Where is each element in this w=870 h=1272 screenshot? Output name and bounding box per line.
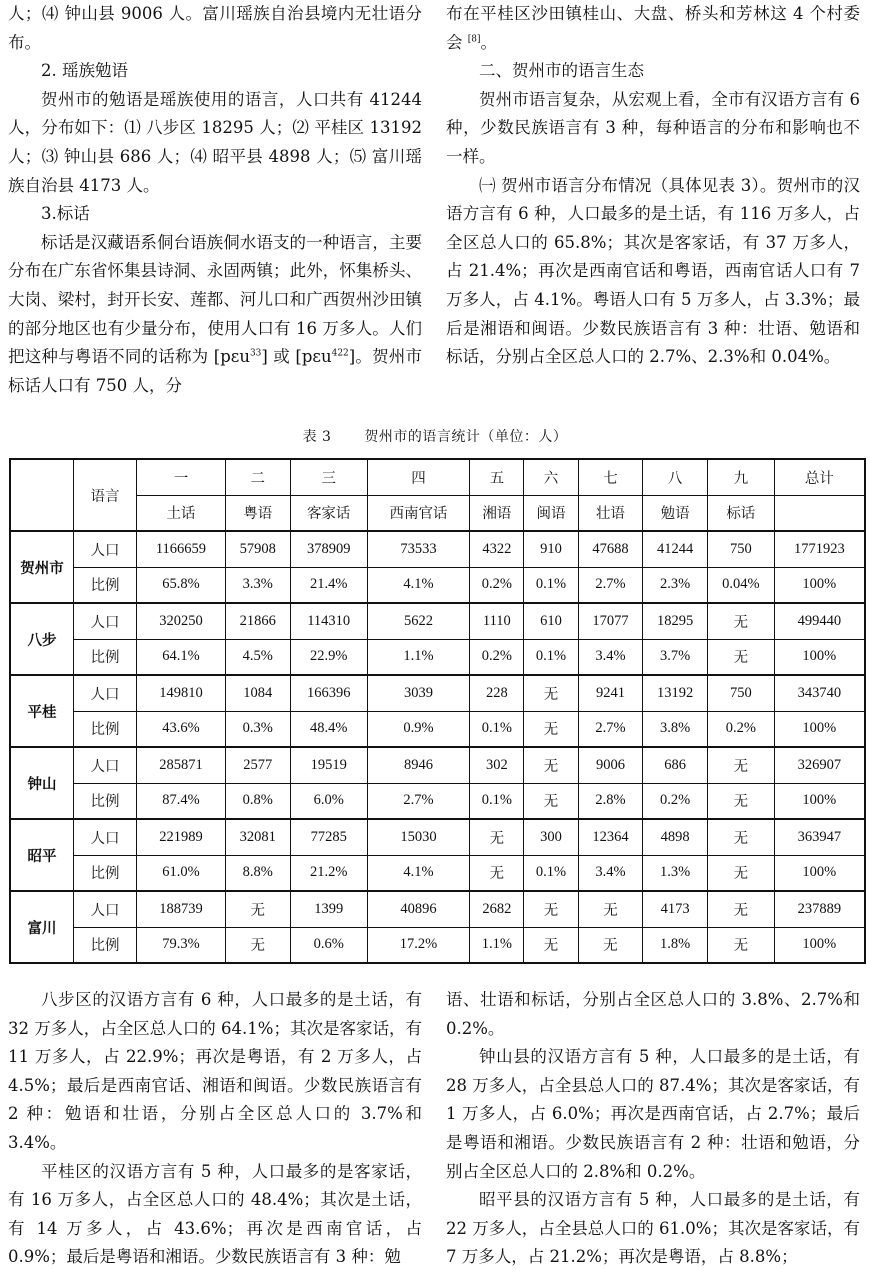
language-name-header: 壮语 [578, 495, 643, 531]
population-cell: 363947 [774, 819, 865, 855]
percentage-cell: 87.4% [137, 783, 226, 819]
percentage-cell: 0.2% [470, 567, 524, 603]
population-cell: 73533 [367, 531, 469, 567]
population-cell: 13192 [643, 675, 708, 711]
percentage-cell: 6.0% [290, 783, 367, 819]
table-caption-title: 贺州市的语言统计（单位：人） [364, 429, 568, 445]
row-label-cell: 比例 [74, 711, 137, 747]
paragraph: 标话是汉藏语系侗台语族侗水语支的一种语言，主要分布在广东省怀集县诗洞、永固两镇；此外，怀集桥头、大岗、梁村，封开长安、莲都、河儿口和广西贺州沙田镇的部分地区也有少量分布，使用人口有 16 万多人。人们把这种与粤语不同的话称为 [pɛu$^{33}$] 或 [pɛu$^{422}$]。贺州市标话人口有 750 人，分 [8, 232, 422, 395]
population-cell: 无 [524, 675, 578, 711]
section-heading: 2. 瑶族勉语 [41, 61, 128, 81]
population-cell: 4173 [643, 891, 708, 927]
percentage-cell: 21.4% [290, 567, 367, 603]
percentage-cell: 无 [225, 927, 290, 963]
paragraph: 贺州市的勉语是瑶族使用的语言，人口共有 41244 人，分布如下：⑴ 八步区 18295 人；⑵ 平桂区 13192 人；⑶ 钟山县 686 人；⑷ 昭平县 4898 人；⑸ 富川瑶族自治县 4173 人。 [8, 89, 422, 195]
column-number-header: 二 [225, 459, 290, 495]
region-name-cell: 八步 [10, 603, 74, 675]
paragraph: 八步区的汉语方言有 6 种，人口最多的是土话，有 32 万多人，占全区总人口的 64.1%；其次是客家话，有 11 万多人，占 22.9%；再次是粤语，有 2 万多人，占 4.5%；最后是西南官话、湘语和闽语。少数民族语言有 2 种：勉语和壮语，分别占全区总人口的 3.7%和 3.4%。 [8, 990, 422, 1152]
section-heading: 二、贺州市的语言生态 [479, 61, 644, 81]
language-name-header: 客家话 [290, 495, 367, 531]
table-row [10, 639, 865, 675]
population-cell: 686 [643, 747, 708, 783]
paragraph: 昭平县的汉语方言有 5 种，人口最多的是土话，有 22 万多人，占全县总人口的 61.0%；其次是客家话，有 7 万多人，占 21.2%；再次是粤语，占 8.8%； [446, 1190, 860, 1267]
percentage-cell: 8.8% [225, 855, 290, 891]
column-number-header: 总计 [774, 459, 865, 495]
language-name-header: 勉语 [643, 495, 708, 531]
paragraph: 钟山县的汉语方言有 5 种，人口最多的是土话，有 28 万多人，占全县总人口的 87.4%；其次是客家话，有 1 万多人，占 6.0%；再次是西南官话，占 2.7%；最后是粤语和湘语。少数民族语言有 2 种：壮语和勉语，分别占全区总人口的 2.8%和 0.2%。 [446, 1047, 860, 1181]
percentage-cell: 1.1% [470, 927, 524, 963]
language-name-header: 标话 [707, 495, 774, 531]
population-cell: 41244 [643, 531, 708, 567]
percentage-cell: 4.1% [367, 855, 469, 891]
percentage-cell: 2.7% [578, 567, 643, 603]
table-row [10, 819, 865, 855]
column-number-header: 四 [367, 459, 469, 495]
column-number-header: 三 [290, 459, 367, 495]
row-label-cell: 人口 [74, 603, 137, 639]
percentage-cell: 0.04% [707, 567, 774, 603]
table-row [10, 855, 865, 891]
language-name-header: 闽语 [524, 495, 578, 531]
population-cell: 19519 [290, 747, 367, 783]
population-cell: 750 [707, 531, 774, 567]
row-label-cell: 人口 [74, 819, 137, 855]
top-left-column [8, 0, 422, 400]
population-cell: 无 [707, 819, 774, 855]
population-cell: 12364 [578, 819, 643, 855]
language-name-header: 土话 [137, 495, 226, 531]
percentage-cell: 无 [524, 711, 578, 747]
percentage-cell: 0.8% [225, 783, 290, 819]
column-number-header: 九 [707, 459, 774, 495]
percentage-cell: 2.3% [643, 567, 708, 603]
percentage-cell: 0.9% [367, 711, 469, 747]
paragraph: 人；⑷ 钟山县 9006 人。富川瑶族自治县境内无壮语分布。 [8, 4, 422, 52]
population-cell: 499440 [774, 603, 865, 639]
paragraph: 平桂区的汉语方言有 5 种，人口最多的是客家话，有 16 万多人，占全区总人口的 48.4%；其次是土话，有 14 万多人，占 43.6%；再次是西南官话，占 0.9%；最后是粤语和湘语。少数民族语言有 3 种：勉 [8, 1161, 422, 1267]
percentage-cell: 无 [707, 927, 774, 963]
column-number-header: 一 [137, 459, 226, 495]
percentage-cell: 61.0% [137, 855, 226, 891]
percentage-cell: 22.9% [290, 639, 367, 675]
population-cell: 320250 [137, 603, 226, 639]
percentage-cell: 100% [774, 927, 865, 963]
population-cell: 9006 [578, 747, 643, 783]
percentage-cell: 100% [774, 567, 865, 603]
percentage-cell: 2.8% [578, 783, 643, 819]
population-cell: 9241 [578, 675, 643, 711]
population-cell: 910 [524, 531, 578, 567]
percentage-cell: 3.4% [578, 639, 643, 675]
paragraph: ㈠ 贺州市语言分布情况（具体见表 3）。贺州市的汉语方言有 6 种，人口最多的是土话，有 116 万多人，占全区总人口的 65.8%；其次是客家话，有 37 万多人，占 21.4%；再次是西南官话和粤语，西南官话人口有 7 万多人，占 4.1%。粤语人口有 5 万多人，占 3.3%；最后是湘语和闽语。少数民族语言有 3 种：壮语、勉语和标话，分别占全区总人口的 2.7%、2.3%和 0.04%。 [446, 175, 860, 367]
population-cell: 17077 [578, 603, 643, 639]
percentage-cell: 2.7% [578, 711, 643, 747]
population-cell: 188739 [137, 891, 226, 927]
population-cell: 4898 [643, 819, 708, 855]
population-cell: 2682 [470, 891, 524, 927]
population-cell: 237889 [774, 891, 865, 927]
population-cell: 18295 [643, 603, 708, 639]
table-row [10, 927, 865, 963]
population-cell: 1399 [290, 891, 367, 927]
population-cell: 无 [524, 747, 578, 783]
population-cell: 5622 [367, 603, 469, 639]
percentage-cell: 100% [774, 711, 865, 747]
percentage-cell: 0.2% [643, 783, 708, 819]
column-number-header: 五 [470, 459, 524, 495]
percentage-cell: 无 [524, 783, 578, 819]
percentage-cell: 0.3% [225, 711, 290, 747]
percentage-cell: 0.1% [470, 783, 524, 819]
percentage-cell: 100% [774, 783, 865, 819]
language-name-header: 湘语 [470, 495, 524, 531]
population-cell: 221989 [137, 819, 226, 855]
region-name-cell: 富川 [10, 891, 74, 963]
percentage-cell: 4.1% [367, 567, 469, 603]
percentage-cell: 1.1% [367, 639, 469, 675]
percentage-cell: 64.1% [137, 639, 226, 675]
population-cell: 57908 [225, 531, 290, 567]
population-cell: 1084 [225, 675, 290, 711]
population-cell: 228 [470, 675, 524, 711]
percentage-cell: 无 [707, 855, 774, 891]
table-header-row [10, 495, 865, 531]
row-label-cell: 人口 [74, 675, 137, 711]
language-name-header [774, 495, 865, 531]
percentage-cell: 65.8% [137, 567, 226, 603]
percentage-cell: 100% [774, 639, 865, 675]
population-cell: 2577 [225, 747, 290, 783]
table-row [10, 711, 865, 747]
percentage-cell: 0.1% [524, 639, 578, 675]
population-cell: 166396 [290, 675, 367, 711]
language-statistics-table [9, 458, 866, 964]
region-name-cell: 钟山 [10, 747, 74, 819]
percentage-cell: 0.1% [470, 711, 524, 747]
percentage-cell: 1.3% [643, 855, 708, 891]
population-cell: 1166659 [137, 531, 226, 567]
percentage-cell: 无 [524, 927, 578, 963]
population-cell: 1110 [470, 603, 524, 639]
column-number-header: 六 [524, 459, 578, 495]
population-cell: 8946 [367, 747, 469, 783]
row-label-cell: 比例 [74, 567, 137, 603]
row-label-cell: 人口 [74, 531, 137, 567]
percentage-cell: 0.1% [524, 855, 578, 891]
row-label-cell: 人口 [74, 747, 137, 783]
population-cell: 32081 [225, 819, 290, 855]
population-cell: 4322 [470, 531, 524, 567]
population-cell: 无 [225, 891, 290, 927]
percentage-cell: 3.3% [225, 567, 290, 603]
population-cell: 302 [470, 747, 524, 783]
table-corner-cell [10, 459, 74, 531]
percentage-cell: 无 [707, 639, 774, 675]
percentage-cell: 0.2% [707, 711, 774, 747]
percentage-cell: 3.8% [643, 711, 708, 747]
population-cell: 1771923 [774, 531, 865, 567]
table-row [10, 891, 865, 927]
population-cell: 3039 [367, 675, 469, 711]
row-label-cell: 比例 [74, 927, 137, 963]
population-cell: 343740 [774, 675, 865, 711]
bottom-right-column [446, 986, 860, 1272]
table-row [10, 675, 865, 711]
percentage-cell: 0.6% [290, 927, 367, 963]
percentage-cell: 17.2% [367, 927, 469, 963]
population-cell: 378909 [290, 531, 367, 567]
percentage-cell: 无 [707, 783, 774, 819]
region-name-cell: 贺州市 [10, 531, 74, 603]
population-cell: 无 [707, 747, 774, 783]
percentage-cell: 4.5% [225, 639, 290, 675]
percentage-cell: 1.8% [643, 927, 708, 963]
table-header-row [10, 459, 865, 495]
percentage-cell: 21.2% [290, 855, 367, 891]
percentage-cell: 无 [470, 855, 524, 891]
language-name-header: 粤语 [225, 495, 290, 531]
table-row [10, 603, 865, 639]
language-name-header: 西南官话 [367, 495, 469, 531]
table-caption [0, 426, 870, 446]
percentage-cell: 2.7% [367, 783, 469, 819]
population-cell: 40896 [367, 891, 469, 927]
population-cell: 无 [707, 603, 774, 639]
percentage-cell: 100% [774, 855, 865, 891]
population-cell: 300 [524, 819, 578, 855]
top-right-column [446, 0, 860, 372]
percentage-cell: 3.4% [578, 855, 643, 891]
population-cell: 21866 [225, 603, 290, 639]
row-label-cell: 比例 [74, 855, 137, 891]
column-number-header: 八 [643, 459, 708, 495]
percentage-cell: 79.3% [137, 927, 226, 963]
population-cell: 无 [578, 891, 643, 927]
table-row [10, 747, 865, 783]
population-cell: 无 [707, 891, 774, 927]
population-cell: 15030 [367, 819, 469, 855]
paragraph: 语、壮语和标话，分别占全区总人口的 3.8%、2.7%和 0.2%。 [446, 990, 860, 1038]
section-heading: 3.标话 [41, 204, 90, 224]
population-cell: 无 [470, 819, 524, 855]
population-cell: 47688 [578, 531, 643, 567]
population-cell: 149810 [137, 675, 226, 711]
paragraph: 贺州市语言复杂，从宏观上看，全市有汉语方言有 6 种，少数民族语言有 3 种，每种语言的分布和影响也不一样。 [446, 89, 860, 166]
table-row [10, 531, 865, 567]
population-cell: 285871 [137, 747, 226, 783]
row-label-cell: 比例 [74, 639, 137, 675]
percentage-cell: 0.2% [470, 639, 524, 675]
column-number-header: 七 [578, 459, 643, 495]
language-header-cell: 语言 [74, 459, 137, 531]
population-cell: 326907 [774, 747, 865, 783]
region-name-cell: 昭平 [10, 819, 74, 891]
population-cell: 750 [707, 675, 774, 711]
percentage-cell: 48.4% [290, 711, 367, 747]
table-caption-label: 表 3 [302, 429, 332, 445]
row-label-cell: 比例 [74, 783, 137, 819]
percentage-cell: 43.6% [137, 711, 226, 747]
population-cell: 无 [524, 891, 578, 927]
row-label-cell: 人口 [74, 891, 137, 927]
table-row [10, 783, 865, 819]
bottom-left-column [8, 986, 422, 1272]
percentage-cell: 3.7% [643, 639, 708, 675]
region-name-cell: 平桂 [10, 675, 74, 747]
population-cell: 610 [524, 603, 578, 639]
percentage-cell: 无 [578, 927, 643, 963]
percentage-cell: 0.1% [524, 567, 578, 603]
table-row [10, 567, 865, 603]
population-cell: 114310 [290, 603, 367, 639]
paragraph: 布在平桂区沙田镇桂山、大盘、桥头和芳林这 4 个村委会 [8]。 [446, 4, 860, 52]
population-cell: 77285 [290, 819, 367, 855]
